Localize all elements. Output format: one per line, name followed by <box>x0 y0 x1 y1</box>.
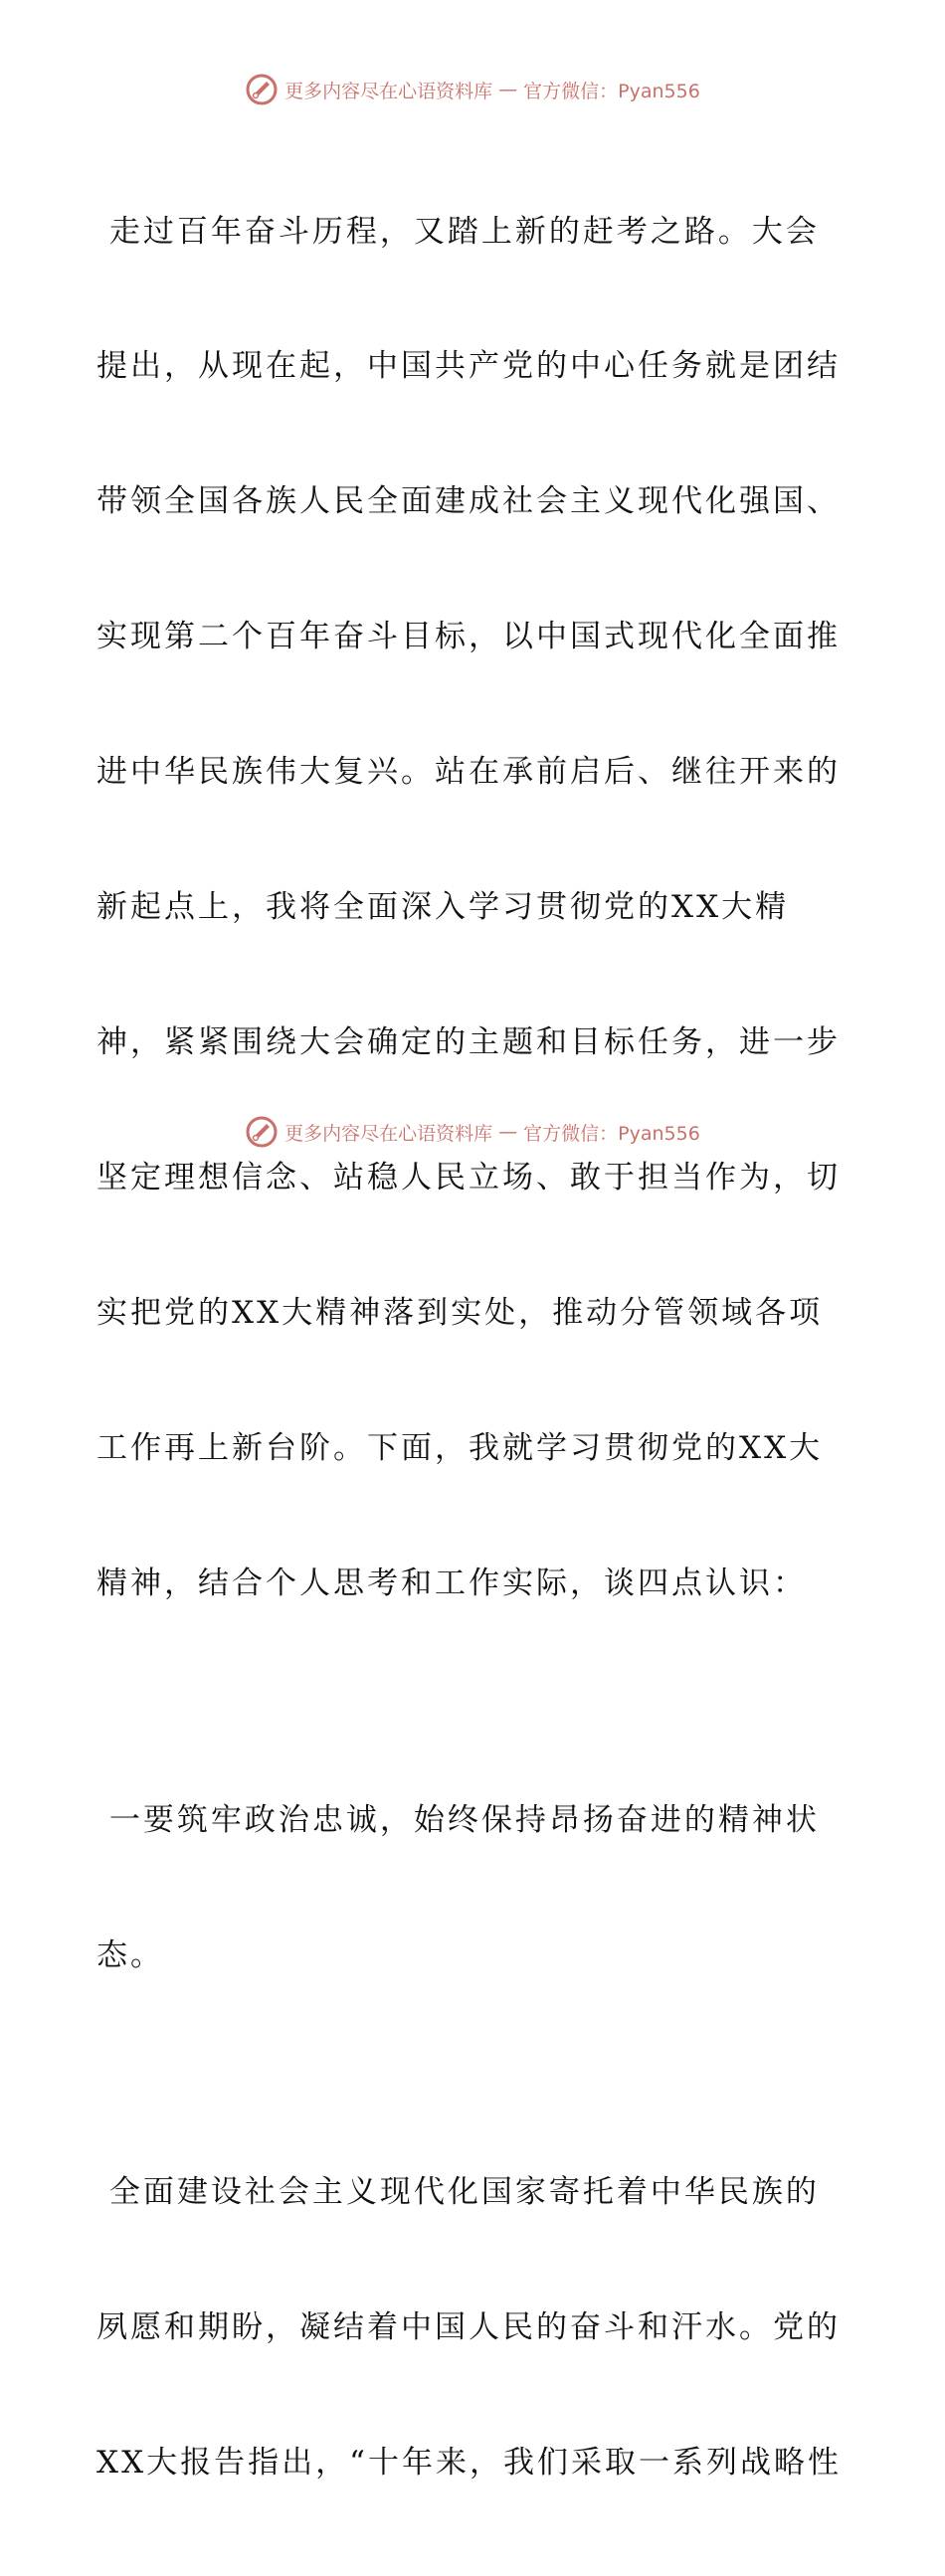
banner-brand-text: 更多内容尽在心语资料库 <box>284 1122 493 1145</box>
section-heading-paragraph <box>96 1708 862 2068</box>
text-line: 实把党的XX大精神落到实处，推动分管领域各项 <box>96 1294 824 1331</box>
text-line: 实现第二个百年奋斗目标，以中国式现代化全面推 <box>96 619 841 655</box>
text-line: 带领全国各族人民全面建成社会主义现代化强国、 <box>96 483 841 520</box>
text-line: 态。 <box>96 1936 164 1973</box>
paragraph <box>96 2081 862 2576</box>
text-line: 神，紧紧围绕大会确定的主题和目标任务，进一步 <box>96 1023 841 1060</box>
text-line: 进中华民族伟大复兴。站在承前启后、继往开来的 <box>96 754 841 791</box>
paragraph <box>96 119 862 1696</box>
text-line: 工作再上新台阶。下面，我就学习贯彻党的XX大 <box>96 1429 824 1466</box>
banner-separator: — <box>498 1121 518 1143</box>
banner-contact-text: 官方微信：Pyan556 <box>523 80 700 102</box>
header-watermark-banner <box>0 72 945 107</box>
brand-logo-icon <box>245 73 279 106</box>
footer-watermark-banner <box>0 1114 945 1150</box>
text-line: 走过百年奋斗历程，又踏上新的赶考之路。大会 <box>96 213 820 250</box>
text-line: XX大报告指出，“十年来，我们采取一系列战略性 <box>96 2445 842 2482</box>
banner-separator: — <box>498 79 518 100</box>
text-line: 全面建设社会主义现代化国家寄托着中华民族的 <box>96 2174 820 2211</box>
document-body <box>96 119 862 2576</box>
text-line: 新起点上，我将全面深入学习贯彻党的XX大精 <box>96 889 790 926</box>
text-line: 夙愿和期盼，凝结着中国人民的奋斗和汗水。党的 <box>96 2309 841 2346</box>
banner-contact-text: 官方微信：Pyan556 <box>523 1122 700 1145</box>
banner-brand-text: 更多内容尽在心语资料库 <box>284 80 493 102</box>
text-line: 一要筑牢政治忠诚，始终保持昂扬奋进的精神状 <box>96 1801 820 1838</box>
text-line: 坚定理想信念、站稳人民立场、敢于担当作为，切 <box>96 1159 841 1196</box>
text-line: 精神，结合个人思考和工作实际，谈四点认识： <box>96 1564 807 1601</box>
text-line: 提出，从现在起，中国共产党的中心任务就是团结 <box>96 348 841 385</box>
brand-logo-icon <box>245 1115 279 1149</box>
